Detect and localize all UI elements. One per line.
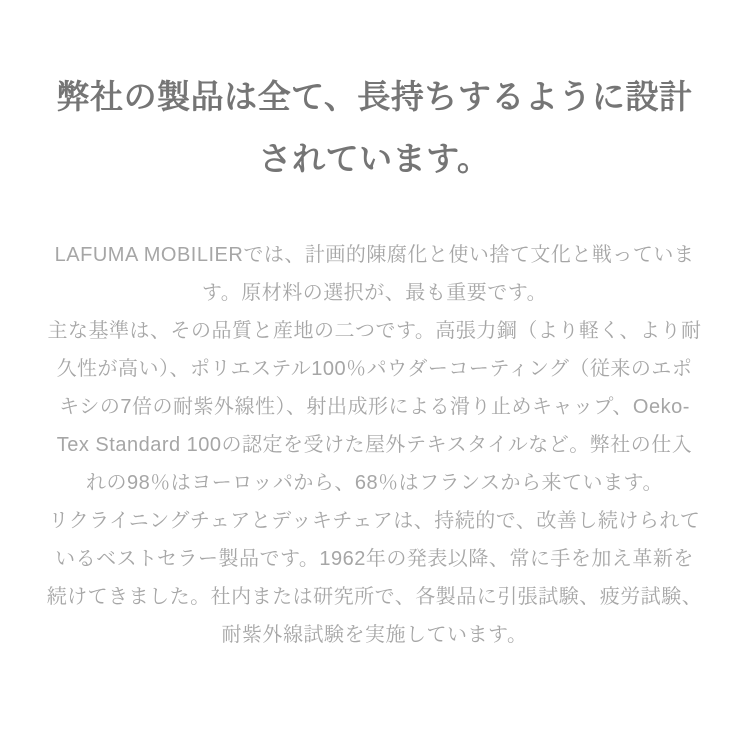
body-text-line: LAFUMA MOBILIERでは、計画的陳腐化と使い捨て文化と戦っていま [54,244,695,266]
page-title [0,66,749,190]
body-text-line: 主な基準は、その品質と産地の二つです。高張力鋼（より軽く、より耐 [47,320,702,342]
page-title-line-1: 弊社の製品は全て、長持ちするように設計 [56,78,693,115]
body-text-line: Tex Standard 100の認定を受けた屋外テキスタイルなど。弊社の仕入 [56,434,693,456]
body-text-line: キシの7倍の耐紫外線性）、射出成形による滑り止めキャップ、Oeko- [59,396,690,418]
body-text-line: す。原材料の選択が、最も重要です。 [201,282,548,304]
body-text-line: れの98％はヨーロッパから、68％はフランスから来ています。 [86,472,663,494]
body-text-line: リクライニングチェアとデッキチェアは、持続的で、改善し続けられて [48,510,701,532]
body-text-line: いるベストセラー製品です。1962年の発表以降、常に手を加え革新を [55,548,694,570]
body-text [0,236,749,654]
body-text-line: 久性が高い）、ポリエステル100％パウダーコーティング（従来のエポ [56,358,693,380]
page-title-line-2: されています。 [258,140,491,177]
body-text-line: 耐紫外線試験を実施しています。 [221,624,528,646]
body-text-line: 続けてきました。社内または研究所で、各製品に引張試験、疲労試験、 [46,586,703,608]
